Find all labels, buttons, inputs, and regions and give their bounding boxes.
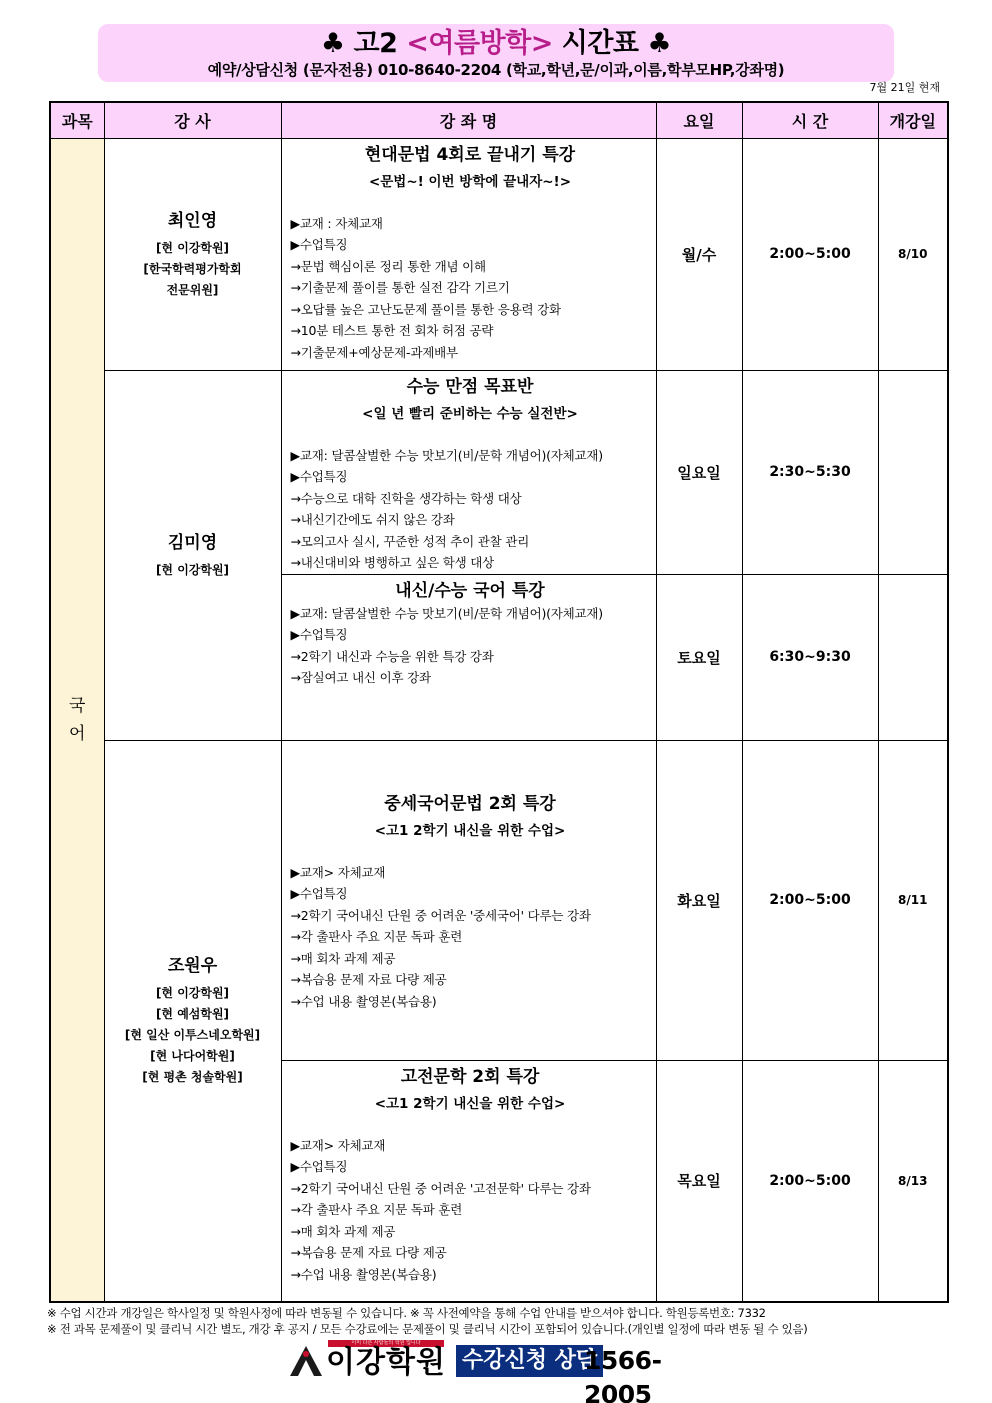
table-row (50, 370, 948, 574)
course-cell (281, 370, 656, 574)
course-title: 현대문법 4회로 끝내기 특강 (364, 144, 576, 165)
course-detail: ▶교재: 달콤살벌한 수능 맛보기(비/문학 개념어)(자체교재) (290, 605, 603, 621)
phone-number: 1566-2005 (584, 1346, 662, 1403)
course-day: 목요일 (656, 1060, 742, 1302)
teacher-affiliation: [현 이강학원] (155, 986, 230, 1001)
title-season: <여름방학> (406, 28, 553, 59)
course-detail: →각 출판사 주요 지문 독파 훈련 (290, 929, 463, 945)
course-time: 2:00~5:00 (742, 138, 878, 370)
teacher-name: 김미영 (167, 532, 218, 553)
course-title: 내신/수능 국어 특강 (395, 580, 545, 601)
teacher-name: 조원우 (167, 956, 218, 977)
contact-subtitle: 예약/상담신청 (문자전용) 010-8640-2204 (학교,학년,문/이과,이름,학부모HP,강좌명) (207, 61, 785, 79)
course-day: 토요일 (656, 574, 742, 740)
teacher-affiliation: [현 평촌 청솔학원] (142, 1070, 243, 1085)
course-detail: ▶교재> 자체교재 (290, 864, 386, 880)
course-time: 2:00~5:00 (742, 1060, 878, 1302)
teacher-affiliation: [현 이강학원] (155, 240, 230, 255)
course-detail: ▶수업특징 (290, 886, 348, 902)
course-detail: →각 출판사 주요 지문 독파 훈련 (290, 1202, 463, 1217)
course-detail: →매 회차 과제 제공 (290, 950, 396, 966)
course-time: 6:30~9:30 (742, 574, 878, 740)
course-detail: →매 회차 과제 제공 (290, 1223, 396, 1239)
teacher-affiliation: [현 예섬학원] (155, 1007, 230, 1022)
course-detail: →내신대비와 병행하고 싶은 학생 대상 (290, 555, 494, 570)
academy-name: 이강학원 (326, 1345, 446, 1380)
academy-footer (286, 1338, 706, 1403)
course-time: 2:30~5:30 (742, 370, 878, 574)
header-day: 요일 (656, 102, 742, 138)
course-start-date: 8/13 (878, 1060, 948, 1302)
teacher-cell (104, 138, 281, 370)
course-detail: →기출문제+예상문제-과제배부 (290, 344, 458, 360)
course-start-date (878, 574, 948, 740)
course-detail: ▶교재> 자체교재 (290, 1137, 386, 1153)
course-start-date (878, 370, 948, 574)
course-start-date: 8/10 (878, 138, 948, 370)
course-detail: →모의고사 실시, 꾸준한 성적 추이 관찰 관리 (290, 533, 530, 549)
teacher-affiliation: [한국학력평가학회 (143, 261, 242, 276)
course-title: 고전문학 2회 특강 (400, 1066, 540, 1087)
course-detail: →오답률 높은 고난도문제 풀이를 통한 응용력 강화 (290, 301, 561, 317)
course-detail: →10분 테스트 통한 전 회차 허점 공략 (290, 323, 494, 338)
course-detail: →수능으로 대학 진학을 생각하는 학생 대상 (290, 490, 522, 506)
course-cell (281, 138, 656, 370)
course-detail: →복습용 문제 자료 다량 제공 (290, 972, 447, 988)
course-cell (281, 1060, 656, 1302)
teacher-cell (104, 740, 281, 1302)
course-subtitle: <고1 2학기 내신을 위한 수업> (374, 822, 566, 839)
as-of-date: 7월 21일 현재 (869, 81, 940, 94)
course-detail: ▶교재: 달콤살벌한 수능 맛보기(비/문학 개념어)(자체교재) (290, 447, 603, 463)
teacher-affiliation: [현 나다어학원] (150, 1049, 235, 1064)
page-title: ♣ 고2 <여름방학> 시간표 ♣ (320, 28, 672, 59)
footnotes (47, 1305, 807, 1337)
course-detail: ▶수업특징 (290, 469, 348, 484)
course-detail: ▶수업특징 (290, 627, 348, 642)
footnote: ※ 수업 시간과 개강일은 학사일정 및 학원사정에 따라 변동될 수 있습니다. ※ 꼭 사전예약을 통해 수업 안내를 받으셔야 합니다. 학원등록번호: 7332 (47, 1306, 766, 1320)
course-time: 2:00~5:00 (742, 740, 878, 1060)
header-course: 강 좌 명 (281, 102, 656, 138)
course-title: 수능 만점 목표반 (406, 376, 534, 397)
course-detail: →문법 핵심이론 정리 통한 개념 이해 (290, 258, 486, 274)
course-detail: ▶수업특징 (290, 237, 348, 252)
course-detail: →수업 내용 촬영본(복습용) (290, 993, 437, 1009)
course-subtitle: <문법~! 이번 방학에 끝내자~!> (368, 173, 572, 190)
footnote: ※ 전 과목 문제풀이 및 클리닉 시간 별도, 개강 후 공지 / 모든 수강료에는 문제풀이 및 클리닉 시간이 포함되어 있습니다.(개인별 일정에 따라 변동 될 수 있음) (47, 1322, 808, 1336)
course-detail: →2학기 내신과 수능을 위한 특강 강좌 (290, 648, 494, 664)
teacher-cell (104, 370, 281, 740)
course-detail: →기출문제 풀이를 통한 실전 감각 기르기 (290, 280, 510, 295)
table-row (50, 740, 948, 1060)
table-row (50, 138, 948, 370)
logo-tagline: 이미 다른 사람들의 학원 입니다 (328, 1340, 444, 1347)
teacher-affiliation: 전문위원] (166, 282, 219, 297)
teacher-affiliation: [현 일산 이투스네오학원] (124, 1028, 261, 1043)
header-teacher: 강 사 (104, 102, 281, 138)
course-detail: →2학기 국어내신 단원 중 어려운 '중세국어' 다루는 강좌 (290, 907, 591, 923)
course-cell (281, 574, 656, 740)
teacher-affiliation: [현 이강학원] (155, 562, 230, 577)
course-day: 월/수 (656, 138, 742, 370)
course-subtitle: <일 년 빨리 준비하는 수능 실전반> (362, 405, 578, 422)
course-title: 중세국어문법 2회 특강 (384, 793, 556, 814)
course-detail: →내신기간에도 쉬지 않은 강좌 (290, 512, 455, 527)
subject-cell: 국 어 (50, 138, 104, 1302)
course-detail: ▶교재 : 자체교재 (290, 215, 383, 231)
enrollment-consult-badge: 수강신청 상담 (456, 1345, 603, 1377)
course-detail: →수업 내용 촬영본(복습용) (290, 1266, 437, 1282)
schedule-table (49, 101, 949, 1303)
course-cell (281, 740, 656, 1060)
header-time: 시 간 (742, 102, 878, 138)
course-detail: →잠실여고 내신 이후 강좌 (290, 670, 431, 685)
course-start-date: 8/11 (878, 740, 948, 1060)
course-day: 일요일 (656, 370, 742, 574)
header-subject: 과목 (50, 102, 104, 138)
academy-logo-icon (286, 1342, 326, 1382)
title-banner (98, 24, 894, 82)
header-start-date: 개강일 (878, 102, 948, 138)
course-subtitle: <고1 2학기 내신을 위한 수업> (374, 1095, 566, 1112)
teacher-name: 최인영 (167, 210, 218, 231)
course-day: 화요일 (656, 740, 742, 1060)
course-detail: ▶수업특징 (290, 1159, 348, 1174)
table-header-row (50, 102, 948, 138)
course-detail: →복습용 문제 자료 다량 제공 (290, 1245, 447, 1260)
course-detail: →2학기 국어내신 단원 중 어려운 '고전문학' 다루는 강좌 (290, 1180, 591, 1196)
